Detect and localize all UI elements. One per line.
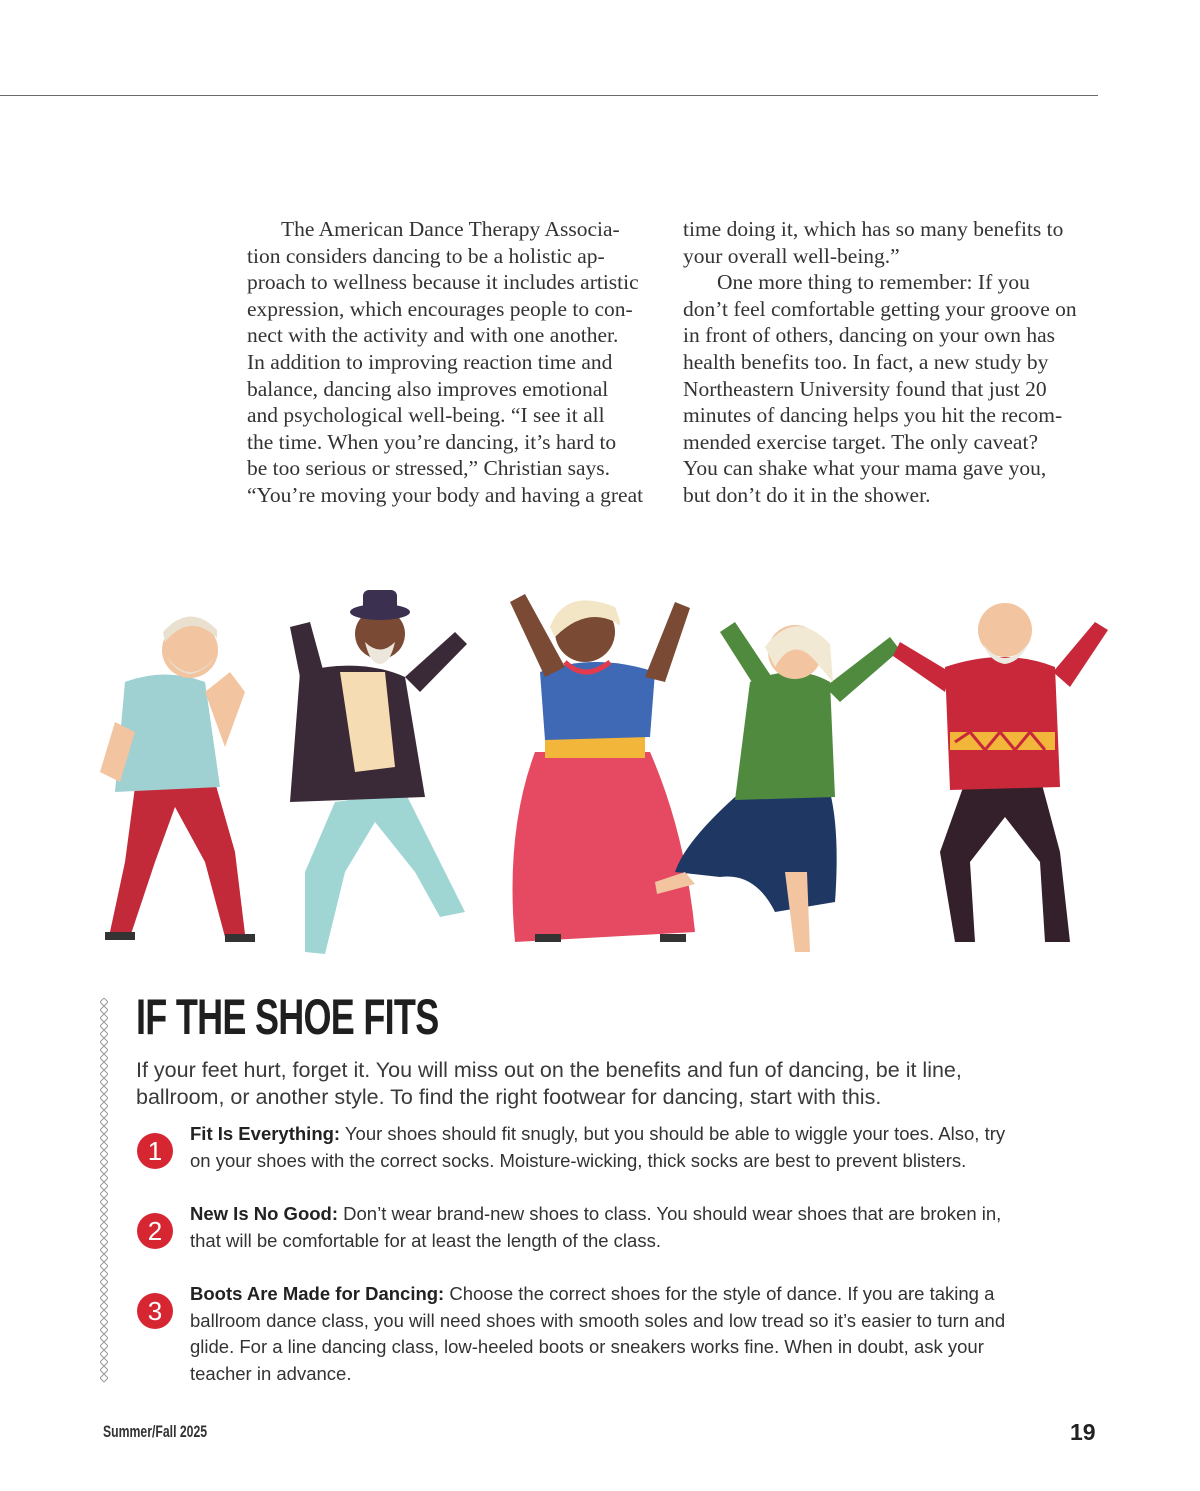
tip-title: Fit Is Everything:	[190, 1123, 341, 1144]
article-paragraph: One more thing to remember: If you don’t feel comfortable getting your groove on in front of others, dancing on your own has health benefits too. In fact, a new study by Northeastern University found that just 20 minutes of dancing helps you hit the recom- mended exercise target. The only caveat? You can shake what your mama gave you, but don’t do it in the shower.	[683, 270, 1077, 507]
dancing-seniors-illustration	[95, 572, 1125, 972]
top-rule	[0, 95, 1098, 96]
sidebar-intro: If your feet hurt, forget it. You will miss out on the benefits and fun of dancing, be it line, ballroom, or another style. To find the right footwear for dancing, start with this.	[136, 1058, 962, 1109]
tip-body: Your shoes should fit snugly, but you should be able to wiggle your toes. Also, try on your shoes with the correct socks. Moisture-wicking, thick socks are best to prevent blisters.	[190, 1123, 1006, 1171]
page-number: 19	[1070, 1419, 1096, 1445]
article-column-left	[247, 216, 667, 509]
article-column-right	[683, 216, 1103, 509]
tip-body: Don’t wear brand-new shoes to class. You should wear shoes that are broken in, that will be comfortable for at least the length of the class.	[190, 1203, 1002, 1251]
article-paragraph: The American Dance Therapy Associa- tion considers dancing to be a holistic ap- proach to wellness because it includes artistic expression, which encourages people to con- nect with the activity and with one another. In addition to improving reaction time and balance, dancing also improves emotional and psychological well-being. “I see it all the time. When you’re dancing, it’s hard to be too serious or stressed,” Christian says. “You’re moving your body and having a great	[247, 217, 644, 507]
tip-title: New Is No Good:	[190, 1203, 338, 1224]
tip-body: Choose the correct shoes for the style of dance. If you are taking a ballroom dance class, you will need shoes with smooth soles and low tread so it’s easier to turn and glide. For a line dancing class, low-heeled boots or sneakers works fine. When in doubt, ask your teacher in advance.	[190, 1283, 1006, 1385]
tip-number-badge: 3	[137, 1293, 173, 1329]
tip-title: Boots Are Made for Dancing:	[190, 1283, 445, 1304]
dancer-2	[290, 590, 467, 954]
tip-number-badge: 2	[137, 1213, 173, 1249]
dancer-1	[100, 616, 255, 942]
sidebar-title: IF THE SHOE FITS	[136, 989, 439, 1045]
tip-text	[190, 1121, 1050, 1174]
zigzag-divider	[100, 998, 108, 1383]
tip-text	[190, 1201, 1050, 1254]
article-paragraph: time doing it, which has so many benefits to your overall well-being.”	[683, 217, 1064, 268]
dancer-5	[893, 603, 1108, 942]
tip-text	[190, 1281, 1050, 1388]
issue-label: Summer/Fall 2025	[103, 1422, 208, 1441]
tip-number-badge: 1	[137, 1133, 173, 1169]
dancer-4	[655, 622, 900, 952]
